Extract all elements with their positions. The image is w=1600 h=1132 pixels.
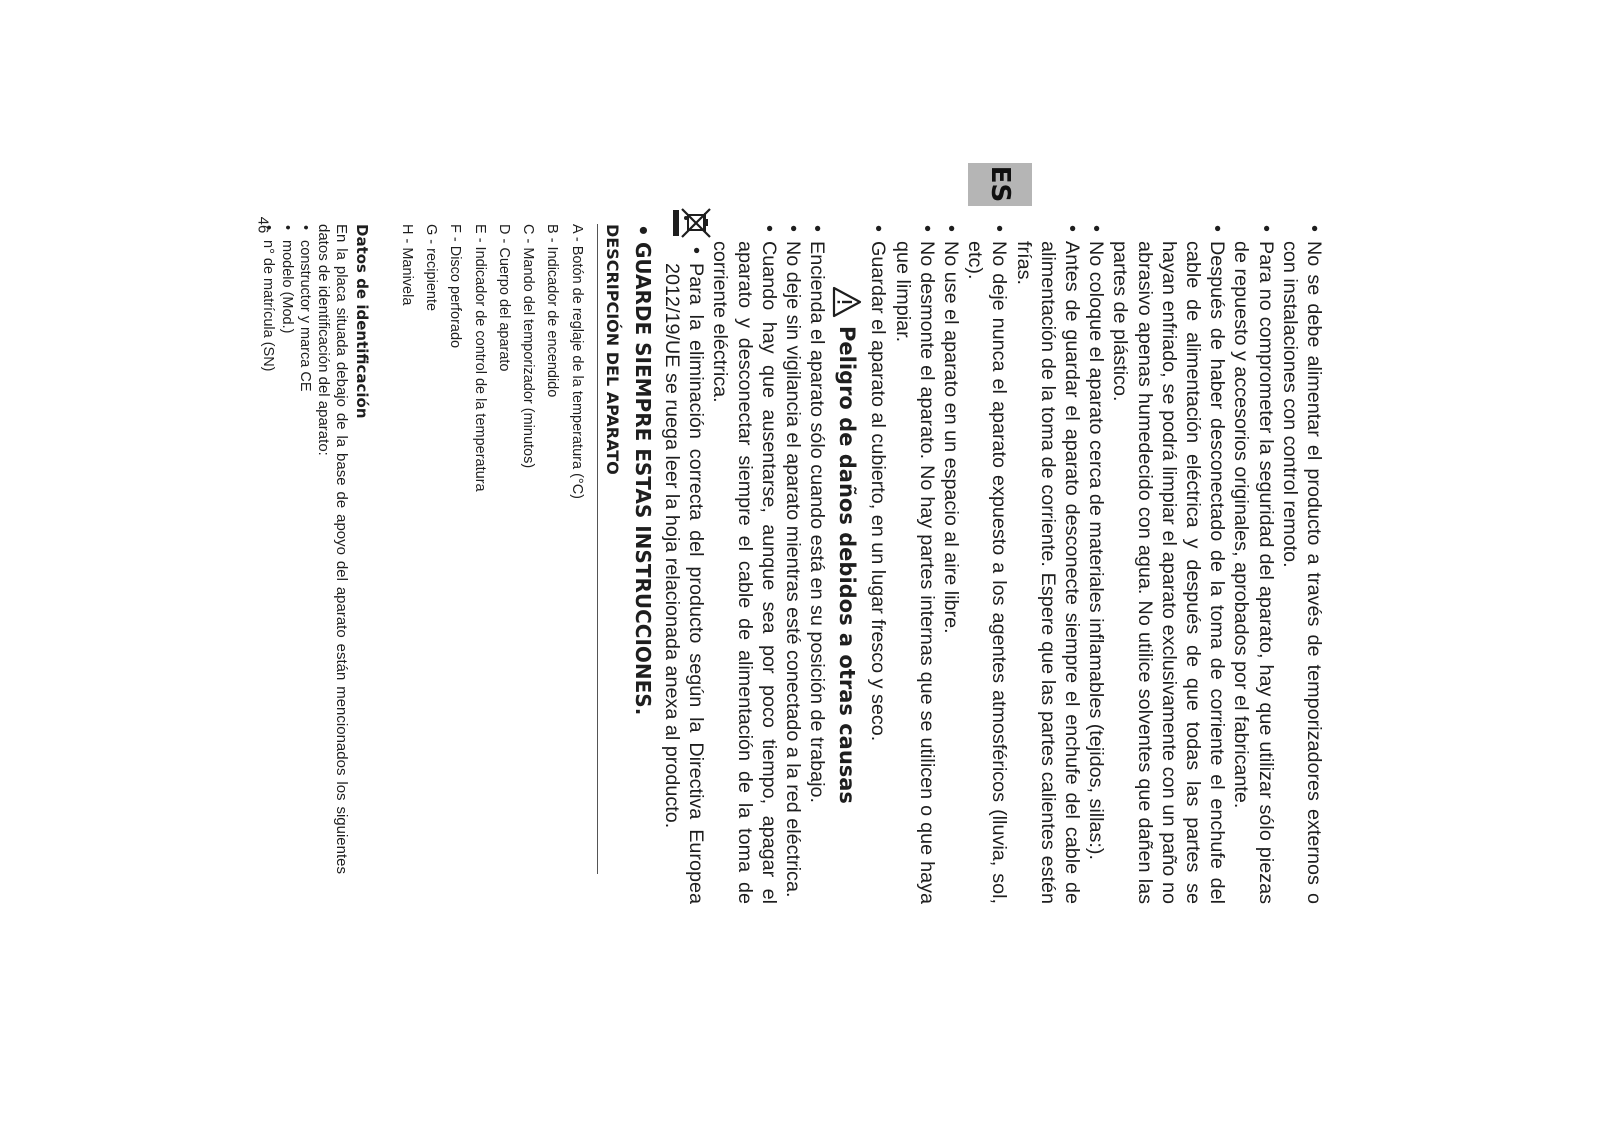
language-tab [968,163,1032,206]
warning-bullet: • No deje sin vigilancia el aparato mientras esté conectado a la red eléctrica. [781,224,805,904]
rotated-content [260,224,1326,904]
page-number-text: 46 [254,216,272,234]
part-item: B - Indicador de encendido [544,224,561,398]
warning-triangle-icon [832,286,862,318]
warning-bullet: • Encienda el aparato sólo cuando está en su posición de trabajo. [805,224,829,904]
part-item: G - recipiente [422,224,439,312]
warning-heading [832,286,862,904]
crossed-bin-icon [672,206,712,240]
part-item: E - Indicador de control de la temperatura [471,224,488,492]
identification-title: Datos de identificación [353,224,372,419]
safety-bullet: • Para no comprometer la seguridad del aparato, hay que utilizar sólo piezas de repuesto y accesorios originales, aprobados por el fabricante. [1229,224,1277,904]
identification-item: • n° de matrícula (SN) [259,224,278,904]
identification-text: En la placa situada debajo de la base de apoyo del aparato están mencionados los siguientes datos de identificación del aparato: [315,224,351,874]
part-item: C - Mando del temporizador (minutos) [520,224,537,469]
part-item: A - Botón de reglaje de la temperatura (°C) [568,224,585,499]
safety-bullet: • Antes de guardar el aparato desconecte siempre el enchufe del cable de alimentación de la toma de corriente. Espere que las partes calientes estén frías. [1011,224,1084,904]
warning-title: Peligro de daños debidos a otras causas [835,326,860,804]
safety-bullet: • Guardar el aparato al cubierto, en un lugar fresco y seco. [866,224,890,904]
warning-bullet: • Cuando hay que ausentarse, aunque sea por poco tiempo, apagar el aparato y desconectar siempre el cable de alimentación de la toma de corriente eléctrica. [708,224,781,904]
weee-notice [660,224,708,904]
keep-instructions-notice: • GUARDE SIEMPRE ESTAS INSTRUCCIONES. [628,224,658,904]
safety-bullet: • No deje nunca el aparato expuesto a los agentes atmosféricos (lluvia, sol, etc). [963,224,1011,904]
identification-item: • modelo (Mod.) [277,224,296,904]
part-item: H - Manivela [398,224,415,306]
safety-bullet: • Después de haber desconectado de la toma de corriente el enchufe del cable de alimentación eléctrica y después de que todas las partes se hayan enfriado, se podrá limpiar el aparato exclusivamente con un paño no abrasivo apenas humedecido con agua. No utilice solventes que dañen las partes de plástico. [1108,224,1229,904]
part-item: F - Disco perforado [447,224,464,349]
parts-list [394,224,588,904]
identification-item: • constructor y marca CE [296,224,315,904]
safety-bullet: • No desmonte el aparato. No hay partes internas que se utilicen o que haya que limpiar. [890,224,938,904]
language-code: ES [985,165,1015,203]
safety-bullet: • No coloque el aparato cerca de materiales inflamables (tejidos, sillas:). [1084,224,1108,904]
weee-text: • Para la eliminación correcta del producto según la Directiva Europea 2012/19/UE se ruega leer la hoja relacionada anexa al producto. [660,246,708,904]
description-title: DESCRIPCIÓN DEL APARATO [597,224,622,874]
safety-bullet: • No se debe alimentar el producto a través de temporizadores externos o con instalaciones con control remoto. [1278,224,1326,904]
part-item: D - Cuerpo del aparato [495,224,512,372]
safety-bullet: • No use el aparato en un espacio al aire libre. [939,224,963,904]
